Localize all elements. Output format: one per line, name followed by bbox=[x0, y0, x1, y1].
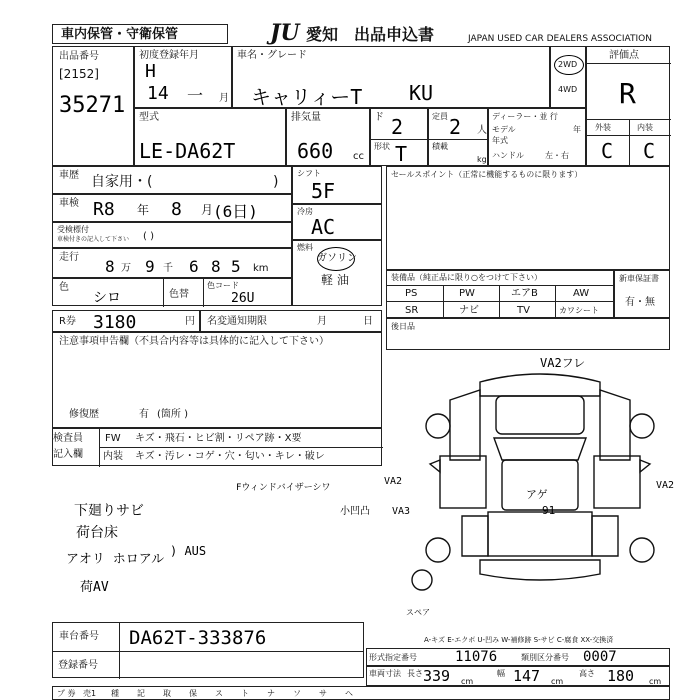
inspection-month-unit: 月 bbox=[201, 203, 214, 217]
diagram-center-note: アゲ bbox=[526, 488, 548, 501]
inspection-label: 車検 bbox=[59, 198, 79, 209]
history-label: 車歴 bbox=[59, 170, 79, 181]
notes-cell bbox=[52, 332, 382, 428]
drive-cell bbox=[550, 46, 586, 108]
bottom-item-0: プ 券 bbox=[57, 689, 76, 698]
bottom-item-3: 記 bbox=[137, 689, 145, 698]
warranty-cell bbox=[614, 270, 670, 318]
inspection-note-sub: 車検付きの記入して下さい bbox=[57, 236, 130, 243]
load-label: 積載 bbox=[432, 142, 448, 151]
inspection-note-paren: ( ) bbox=[143, 231, 154, 242]
inspector-cell bbox=[52, 428, 382, 466]
dealer-label: ディーラー・並 行 bbox=[492, 112, 558, 121]
transfer-cell bbox=[200, 310, 382, 332]
aichi-label: 愛知 bbox=[306, 25, 339, 44]
drive-4wd: 4WD bbox=[558, 85, 578, 94]
bottom-item-6: ス bbox=[215, 689, 223, 698]
capacity-value: 2 bbox=[449, 115, 462, 139]
warranty-value: 有・無 bbox=[625, 297, 655, 308]
displacement-cell bbox=[286, 108, 370, 166]
bottom-item-9: ソ bbox=[293, 689, 301, 698]
shape-value: T bbox=[395, 142, 408, 166]
bottom-item-2: 種 bbox=[111, 689, 119, 698]
rear-items-cell bbox=[386, 318, 670, 350]
notes-label: 注意事項申告欄（不具合内容等は具体的に記入して下さい） bbox=[59, 336, 329, 347]
score-cell bbox=[586, 46, 670, 166]
displacement-label: 排気量 bbox=[291, 112, 321, 123]
inspection-note-label: 受検標付 bbox=[57, 225, 89, 234]
inspection-year-unit: 年 bbox=[137, 203, 150, 217]
note-bed-av: 荷AV bbox=[80, 580, 109, 595]
ju-logo-text: JU bbox=[270, 20, 300, 46]
inspection-row bbox=[52, 194, 292, 222]
capacity-label: 定員 bbox=[432, 112, 448, 121]
dimensions-label: 車両寸法 bbox=[369, 669, 401, 678]
chassis-row bbox=[52, 622, 364, 652]
lot-number: 35271 bbox=[59, 93, 126, 118]
dimensions-height-unit: cm bbox=[649, 677, 662, 686]
recycle-cell bbox=[52, 310, 200, 332]
dimensions-width: 147 bbox=[513, 667, 541, 685]
repair-label: 修復歴 bbox=[69, 409, 99, 420]
equip-ps: PS bbox=[405, 288, 418, 299]
interior-label: 内装 bbox=[637, 123, 653, 132]
mileage-sen-unit: 千 bbox=[163, 263, 173, 274]
car-name-cell bbox=[232, 46, 550, 108]
doors-label: ド bbox=[374, 112, 384, 123]
capacity-cell bbox=[428, 108, 488, 166]
inspection-note-row bbox=[52, 222, 292, 248]
dimensions-height-label: 高さ bbox=[579, 669, 595, 678]
registration-dash: 一 bbox=[187, 86, 204, 105]
storage-label: 車内保管・守衛保管 bbox=[61, 27, 179, 42]
inspector-fw: FW bbox=[105, 433, 121, 444]
doors-cell bbox=[370, 108, 428, 166]
fuel-diesel: 軽 油 bbox=[321, 273, 349, 287]
form-title: 出品申込書 bbox=[354, 25, 435, 44]
note-underbody: 下廻りサビ bbox=[74, 503, 144, 519]
car-damage-diagram bbox=[410, 360, 670, 600]
equip-leather: カワシート bbox=[559, 306, 599, 315]
note-aus: ) AUS bbox=[170, 544, 207, 558]
note-dent: 小凹凸 bbox=[340, 506, 370, 517]
ju-logo bbox=[270, 22, 306, 46]
ac-label: 冷房 bbox=[297, 207, 313, 216]
model-value: LE-DA62T bbox=[139, 139, 236, 163]
handle-options: 左・右 bbox=[545, 151, 569, 160]
color-row bbox=[52, 278, 292, 306]
equip-sr: SR bbox=[405, 305, 419, 316]
mileage-man-unit: 万 bbox=[121, 263, 131, 274]
chassis-value: DA62T-333876 bbox=[129, 627, 267, 649]
equip-pw: PW bbox=[459, 288, 475, 299]
category-label: 類別区分番号 bbox=[521, 653, 569, 662]
bottom-item-8: ナ bbox=[267, 689, 275, 698]
equipment-cell bbox=[386, 270, 614, 318]
displacement-value: 660 bbox=[297, 139, 334, 163]
color-code: 26U bbox=[231, 291, 255, 306]
damage-legend: A-キズ E-エクボ U-凹み W-補修跡 S-サビ C-腐食 XX-交換済 bbox=[424, 636, 614, 644]
mileage-hyaku: 8 bbox=[211, 257, 221, 276]
score-label: 評価点 bbox=[609, 50, 639, 61]
history-row bbox=[52, 166, 292, 194]
color-code-label: 色コード bbox=[207, 281, 239, 290]
model-label: 型式 bbox=[139, 112, 159, 123]
recycle-label: R券 bbox=[59, 316, 76, 327]
registration-label: 初度登録年月 bbox=[139, 50, 199, 61]
shape-label: 形状 bbox=[374, 142, 390, 151]
color-value: シロ bbox=[93, 290, 121, 306]
car-name-value: キャリィーT bbox=[251, 85, 363, 109]
bottom-item-5: 保 bbox=[189, 689, 197, 698]
dimensions-length-unit: cm bbox=[461, 677, 474, 686]
color-label: 色 bbox=[59, 282, 69, 293]
inspection-year: R8 bbox=[93, 199, 115, 220]
registration-year: 14 bbox=[147, 83, 169, 104]
inspector-label-2: 記入欄 bbox=[53, 449, 83, 460]
repair-value: 有 bbox=[139, 409, 149, 420]
storage-label-box bbox=[52, 24, 228, 44]
recycle-value: 3180 bbox=[93, 312, 137, 333]
chassis-label: 車台番号 bbox=[59, 631, 99, 642]
exterior-label: 外装 bbox=[595, 123, 611, 132]
note-va2-left: VA2 bbox=[384, 476, 403, 487]
spare-label: スペア bbox=[406, 608, 430, 617]
warranty-label: 新車保証書 bbox=[619, 274, 659, 283]
handle-label: ハンドル bbox=[492, 151, 524, 160]
load-unit: kg bbox=[477, 155, 487, 164]
transfer-day: 日 bbox=[363, 316, 373, 327]
sales-point-cell bbox=[386, 166, 670, 270]
designation-row bbox=[366, 648, 670, 666]
mileage-ju: 5 bbox=[231, 257, 241, 276]
mileage-row bbox=[52, 248, 292, 278]
drive-2wd: 2WD bbox=[558, 60, 578, 69]
fuel-cell bbox=[292, 240, 382, 306]
color-alt-label: 色替 bbox=[169, 289, 189, 300]
car-grade-value: KU bbox=[409, 81, 434, 105]
recycle-unit: 円 bbox=[185, 316, 195, 327]
inspection-day: (6日) bbox=[213, 202, 258, 221]
capacity-unit: 人 bbox=[477, 125, 487, 136]
bottom-row bbox=[52, 686, 670, 700]
bottom-item-4: 取 bbox=[163, 689, 171, 698]
dealer-cell bbox=[488, 108, 586, 166]
history-close: ) bbox=[273, 174, 279, 190]
equip-tv: TV bbox=[517, 305, 530, 316]
english-title: JAPAN USED CAR DEALERS ASSOCIATION bbox=[468, 34, 652, 44]
car-name-label: 車名・グレード bbox=[237, 50, 307, 61]
registration-month-unit: 月 bbox=[219, 93, 229, 104]
lot-cell bbox=[52, 46, 134, 166]
dimensions-width-label: 幅 bbox=[497, 669, 505, 678]
ac-value: AC bbox=[311, 215, 336, 239]
mileage-sen: 9 bbox=[145, 257, 155, 276]
dimensions-height: 180 bbox=[607, 667, 635, 685]
note-visor: Fウィンドバイザーシワ bbox=[236, 483, 331, 493]
dimensions-row bbox=[366, 666, 670, 686]
diagram-top-note: VA2フレ bbox=[540, 356, 586, 370]
note-gate: アオリ ホロアル bbox=[66, 552, 165, 567]
model-year-label: モデル bbox=[492, 125, 516, 134]
note-va2-right: VA2 bbox=[656, 480, 675, 491]
mileage-rest: 6 bbox=[189, 257, 199, 276]
history-value: 自家用・( bbox=[91, 174, 153, 190]
shift-label: シフト bbox=[297, 169, 321, 178]
bottom-item-10: サ bbox=[319, 689, 327, 698]
designation-label: 形式指定番号 bbox=[369, 653, 417, 662]
equip-navi: ナビ bbox=[459, 305, 479, 316]
equip-aw: AW bbox=[573, 288, 590, 299]
equipment-label: 装備品（純正品に限り○をつけて下さい） bbox=[391, 273, 542, 282]
diagram-center-note-2: 91 bbox=[542, 504, 556, 517]
exterior-grade: C bbox=[601, 139, 614, 163]
mileage-label: 走行 bbox=[59, 252, 79, 263]
inspection-month: 8 bbox=[171, 199, 182, 220]
mileage-man: 8 bbox=[105, 257, 115, 276]
shift-value: 5F bbox=[311, 179, 336, 203]
inspector-interior-text: キズ・汚レ・コゲ・穴・匂い・キレ・破レ bbox=[135, 451, 325, 462]
equip-airbag: エアB bbox=[511, 288, 538, 299]
displacement-unit: cc bbox=[353, 151, 364, 162]
score-value: R bbox=[619, 77, 636, 110]
bottom-item-1: 売1 bbox=[83, 689, 97, 698]
fuel-gasoline: ガソリン bbox=[317, 253, 357, 264]
inspector-label-1: 検査員 bbox=[53, 433, 83, 444]
dimensions-length-label: 長さ bbox=[407, 669, 423, 678]
dimensions-width-unit: cm bbox=[551, 677, 564, 686]
fuel-label: 燃料 bbox=[297, 243, 313, 252]
bottom-item-11: ヘ bbox=[345, 689, 353, 698]
registration-number-label: 登録番号 bbox=[58, 660, 98, 671]
transfer-month: 月 bbox=[317, 316, 327, 327]
registration-era: H bbox=[145, 61, 156, 82]
inspector-fw-text: キズ・飛石・ヒビ割・リペア跡・X要 bbox=[135, 433, 302, 444]
repair-parts: (箇所 ) bbox=[157, 409, 188, 420]
designation-value: 11076 bbox=[455, 649, 498, 665]
sales-point-label: セールスポイント（正常に機能するものに限ります） bbox=[391, 170, 583, 179]
model-year-unit: 年 bbox=[573, 125, 581, 134]
inspector-interior: 内装 bbox=[103, 451, 123, 462]
note-bed: 荷台床 bbox=[76, 525, 118, 541]
note-va3-left: VA3 bbox=[392, 506, 411, 517]
lot-sub-number: [2152] bbox=[59, 67, 99, 81]
ac-cell bbox=[292, 204, 382, 240]
transfer-label: 名変通知期限 bbox=[207, 316, 267, 327]
bottom-item-7: ト bbox=[241, 689, 249, 698]
shift-cell bbox=[292, 166, 382, 204]
registration-cell bbox=[134, 46, 232, 108]
year-unit-label: 年式 bbox=[492, 136, 508, 145]
doors-value: 2 bbox=[391, 115, 404, 139]
category-value: 0007 bbox=[583, 649, 617, 665]
dimensions-length: 339 bbox=[423, 667, 451, 685]
lot-label: 出品番号 bbox=[59, 51, 99, 62]
rear-items-label: 後日品 bbox=[391, 322, 415, 331]
mileage-unit: km bbox=[253, 263, 269, 274]
model-cell bbox=[134, 108, 286, 166]
interior-grade: C bbox=[643, 139, 656, 163]
